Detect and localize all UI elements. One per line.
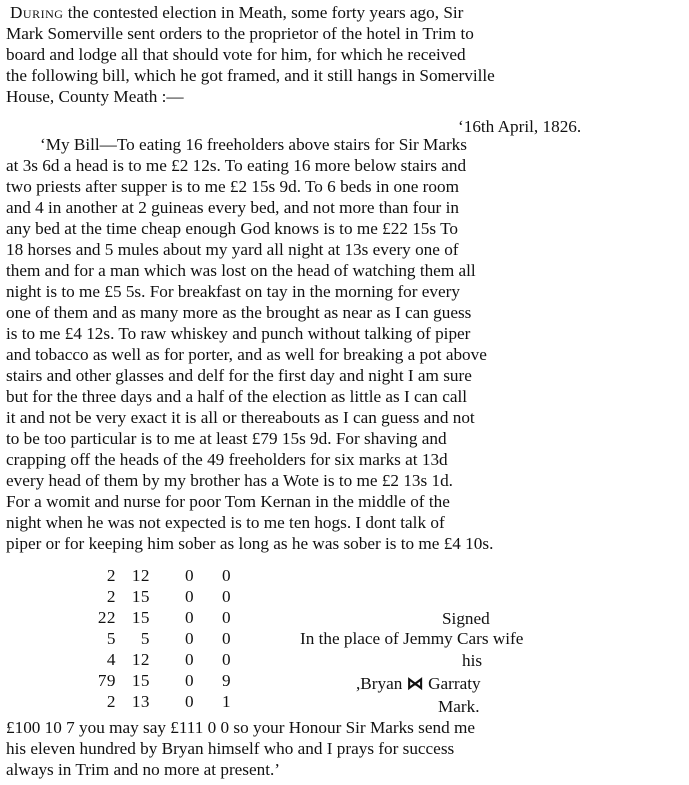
amount-fraction: 0: [222, 566, 232, 585]
amount-pence: 0: [185, 650, 195, 669]
bill-line-4: and 4 in another at 2 guineas every bed, and not more than four in: [6, 198, 459, 217]
amount-fraction: 9: [222, 671, 232, 690]
bill-line-16: crapping off the heads of the 49 freeholders for six marks at 13d: [6, 450, 448, 469]
intro-line-2: Mark Somerville sent orders to the proprietor of the hotel in Trim to: [6, 24, 474, 43]
amount-pence: 0: [185, 587, 195, 606]
amount-shillings: 15: [131, 587, 150, 606]
intro-line-5: House, County Meath :—: [6, 87, 184, 106]
amount-pounds: 2: [106, 692, 116, 711]
intro-line-1: During the contested election in Meath, some forty years ago, Sir: [10, 3, 464, 22]
amount-pence: 0: [185, 566, 195, 585]
amount-pence: 0: [185, 608, 195, 627]
bill-line-9: one of them and as many more as the brought as near as I can guess: [6, 303, 472, 322]
bill-line-5: any bed at the time cheap enough God knows is to me £22 15s To: [6, 219, 458, 238]
amount-shillings: 12: [131, 566, 150, 585]
bill-line-15: to be too particular is to me at least £79 15s 9d. For shaving and: [6, 429, 447, 448]
bill-line-6: 18 horses and 5 mules about my yard all night at 13s every one of: [6, 240, 459, 259]
amount-fraction: 0: [222, 608, 232, 627]
signed-label: Signed: [442, 609, 490, 628]
amount-pounds: 2: [106, 566, 116, 585]
bill-line-17: every head of them by my brother has a Wote is to me £2 13s 1d.: [6, 471, 453, 490]
amount-fraction: 0: [222, 587, 232, 606]
amount-shillings: 13: [131, 692, 150, 711]
signature-surname: Garraty: [428, 674, 481, 693]
bill-line-13: but for the three days and a half of the election as little as I can call: [6, 387, 468, 406]
amount-pounds: 4: [106, 650, 116, 669]
bill-line-18: For a womit and nurse for poor Tom Kernan in the middle of the: [6, 492, 450, 511]
bill-line-10: is to me £4 12s. To raw whiskey and punch without talking of piper: [6, 324, 471, 343]
amount-shillings: 12: [131, 650, 150, 669]
amount-pounds: 79: [97, 671, 116, 690]
amount-pounds: 5: [106, 629, 116, 648]
amount-fraction: 0: [222, 650, 232, 669]
mark-cross-icon: ⋈: [406, 674, 424, 693]
bill-line-1: ‘My Bill—To eating 16 freeholders above stairs for Sir Marks: [40, 135, 467, 154]
bill-line-3: two priests after supper is to me £2 15s 9d. To 6 beds in one room: [6, 177, 459, 196]
signature-name: [356, 673, 481, 694]
bill-line-20: piper or for keeping him sober as long as he was sober is to me £4 10s.: [6, 534, 494, 553]
amount-pence: 0: [185, 629, 195, 648]
bill-line-7: them and for a man which was lost on the head of watching them all: [6, 261, 476, 280]
closing-line-3: always in Trim and no more at present.’: [6, 760, 281, 779]
amount-shillings: 5: [140, 629, 150, 648]
amount-pence: 0: [185, 692, 195, 711]
closing-line-1: £100 10 7 you may say £111 0 0 so your Honour Sir Marks send me: [6, 718, 475, 737]
intro-line-3: board and lodge all that should vote for him, for which he received: [6, 45, 466, 64]
amount-shillings: 15: [131, 671, 150, 690]
bill-line-2: at 3s 6d a head is to me £2 12s. To eating 16 more below stairs and: [6, 156, 467, 175]
signature-mark: Mark.: [438, 697, 480, 716]
bill-line-8: night is to me £5 5s. For breakfast on tay in the morning for every: [6, 282, 460, 301]
amount-pounds: 2: [106, 587, 116, 606]
signature-his: his: [462, 651, 483, 670]
amount-fraction: 1: [222, 692, 232, 711]
intro-first-word: During: [10, 3, 64, 22]
bill-date: ‘16th April, 1826.: [458, 117, 582, 136]
bill-line-14: it and not be very exact it is all or thereabouts as I can guess and not: [6, 408, 475, 427]
amount-shillings: 15: [131, 608, 150, 627]
intro-line-4: the following bill, which he got framed, and it still hangs in Somerville: [6, 66, 495, 85]
signature-first-name: ,Bryan: [356, 674, 403, 693]
bill-line-11: and tobacco as well as for porter, and as well for breaking a pot above: [6, 345, 487, 364]
amount-pence: 0: [185, 671, 195, 690]
bill-line-19: night when he was not expected is to me ten hogs. I dont talk of: [6, 513, 445, 532]
closing-line-2: his eleven hundred by Bryan himself who and I prays for success: [6, 739, 455, 758]
bill-line-12: stairs and other glasses and delf for the first day and night I am sure: [6, 366, 472, 385]
signed-place: In the place of Jemmy Cars wife: [300, 629, 524, 648]
amount-fraction: 0: [222, 629, 232, 648]
amount-pounds: 22: [97, 608, 116, 627]
